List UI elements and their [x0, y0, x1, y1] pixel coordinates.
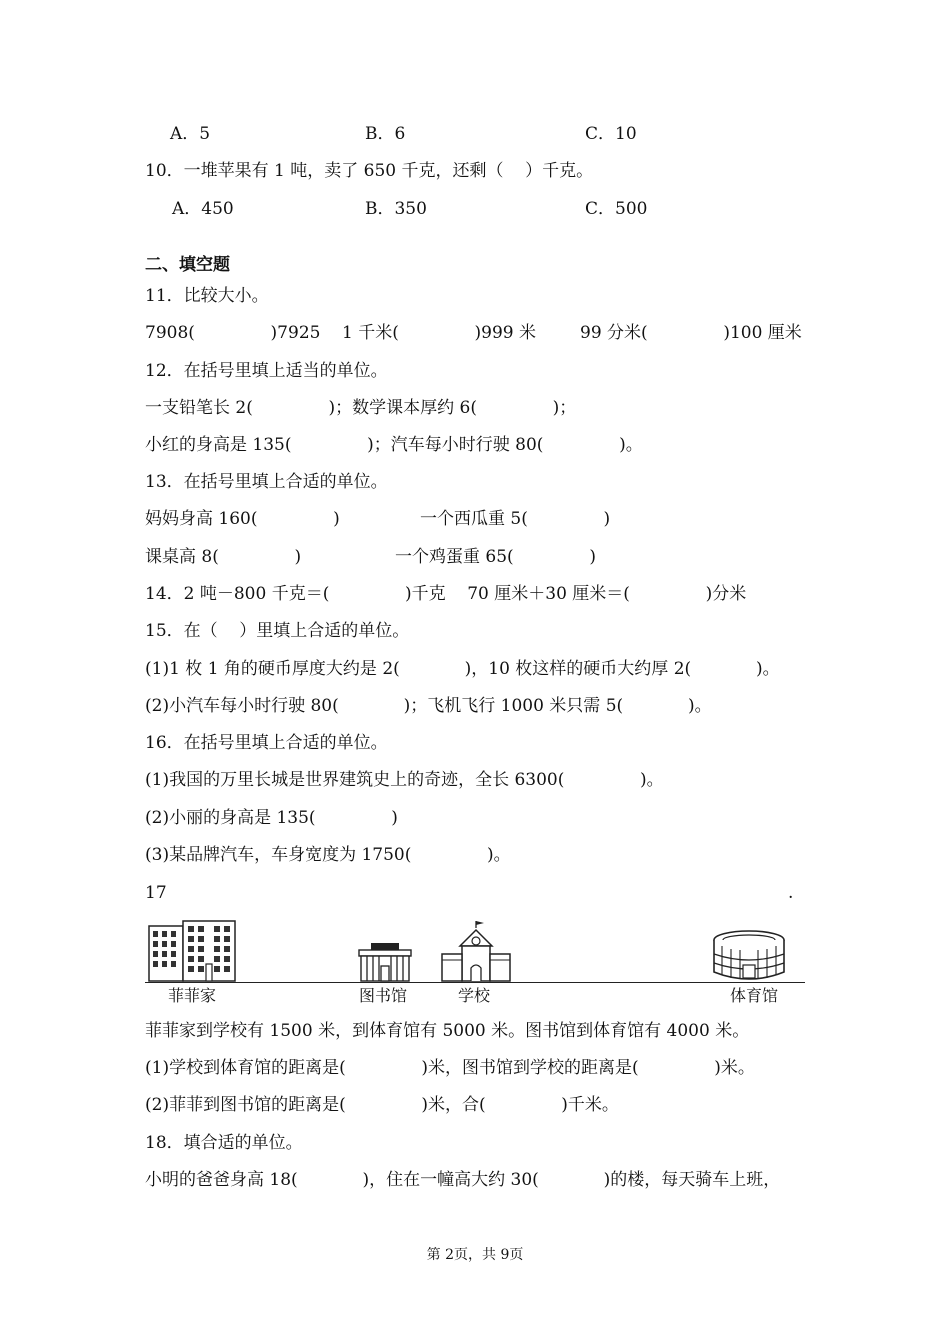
q13-item-d: 一个鸡蛋重 65( ) — [395, 547, 596, 567]
q10-option-b: B．350 — [365, 199, 427, 219]
q11-stem: 11．比较大小。 — [145, 286, 269, 306]
q12-line-1: 一支铅笔长 2( )；数学课本厚约 6( )； — [145, 398, 577, 418]
q9-option-c: C．10 — [585, 124, 637, 144]
place-label-school: 学校 — [458, 986, 491, 1005]
section-title: 二、填空题 — [145, 255, 230, 275]
q17-number: 17 — [145, 883, 167, 903]
q12-stem: 12．在括号里填上适当的单位。 — [145, 361, 388, 381]
q17-part-2: (2)菲菲到图书馆的距离是( )米，合( )千米。 — [145, 1095, 619, 1115]
q13-item-c: 课桌高 8( ) — [145, 547, 302, 567]
q16-part-2: (2)小丽的身高是 135( ) — [145, 808, 398, 828]
q18-part-1: 小明的爸爸身高 18( )，住在一幢高大约 30( )的楼，每天骑车上班， — [145, 1170, 781, 1190]
q17-map — [145, 912, 805, 1007]
q11-item-1: 7908( )7925 — [145, 323, 321, 343]
q15-part-2: (2)小汽车每小时行驶 80( )；飞机飞行 1000 米只需 5( )。 — [145, 696, 712, 716]
q18-stem: 18．填合适的单位。 — [145, 1133, 303, 1153]
school-building-icon — [440, 920, 512, 982]
q15-stem: 15．在（ ）里填上合适的单位。 — [145, 621, 410, 641]
q13-item-b: 一个西瓜重 5( ) — [420, 509, 611, 529]
q14-stem: 14．2 吨－800 千克＝( )千克 70 厘米＋30 厘米＝( )分米 — [145, 584, 747, 604]
apartment-building-icon — [148, 920, 236, 982]
q9-option-b: B．6 — [365, 124, 406, 144]
q12-line-2: 小红的身高是 135( )；汽车每小时行驶 80( )。 — [145, 435, 643, 455]
q17-part-1: (1)学校到体育馆的距离是( )米，图书馆到学校的距离是( )米。 — [145, 1058, 755, 1078]
ground-line — [145, 982, 805, 983]
q10-option-a: A．450 — [172, 199, 234, 219]
q17-dot: . — [788, 883, 794, 903]
place-label-library: 图书馆 — [359, 986, 408, 1005]
page-footer: 第 2页，共 9页 — [426, 1247, 524, 1263]
q16-part-3: (3)某品牌汽车，车身宽度为 1750( )。 — [145, 845, 511, 865]
q15-part-1: (1)1 枚 1 角的硬币厚度大约是 2( )，10 枚这样的硬币大约厚 2( )。 — [145, 659, 780, 679]
place-label-stadium: 体育馆 — [730, 986, 779, 1005]
q16-stem: 16．在括号里填上合适的单位。 — [145, 733, 388, 753]
q11-item-3: 99 分米( )100 厘米 — [580, 323, 802, 343]
q13-stem: 13．在括号里填上合适的单位。 — [145, 472, 388, 492]
q13-item-a: 妈妈身高 160( ) — [145, 509, 340, 529]
q16-part-1: (1)我国的万里长城是世界建筑史上的奇迹，全长 6300( )。 — [145, 770, 664, 790]
library-building-icon — [357, 942, 413, 982]
q9-option-a: A．5 — [170, 124, 211, 144]
stadium-icon — [712, 930, 786, 982]
q17-info: 菲菲家到学校有 1500 米，到体育馆有 5000 米。图书馆到体育馆有 4000 米。 — [145, 1021, 750, 1041]
q10-stem: 10．一堆苹果有 1 吨，卖了 650 千克，还剩（ ）千克。 — [145, 161, 594, 181]
q10-option-c: C．500 — [585, 199, 648, 219]
place-label-home: 菲菲家 — [168, 986, 217, 1005]
q11-item-2: 1 千米( )999 米 — [342, 323, 536, 343]
